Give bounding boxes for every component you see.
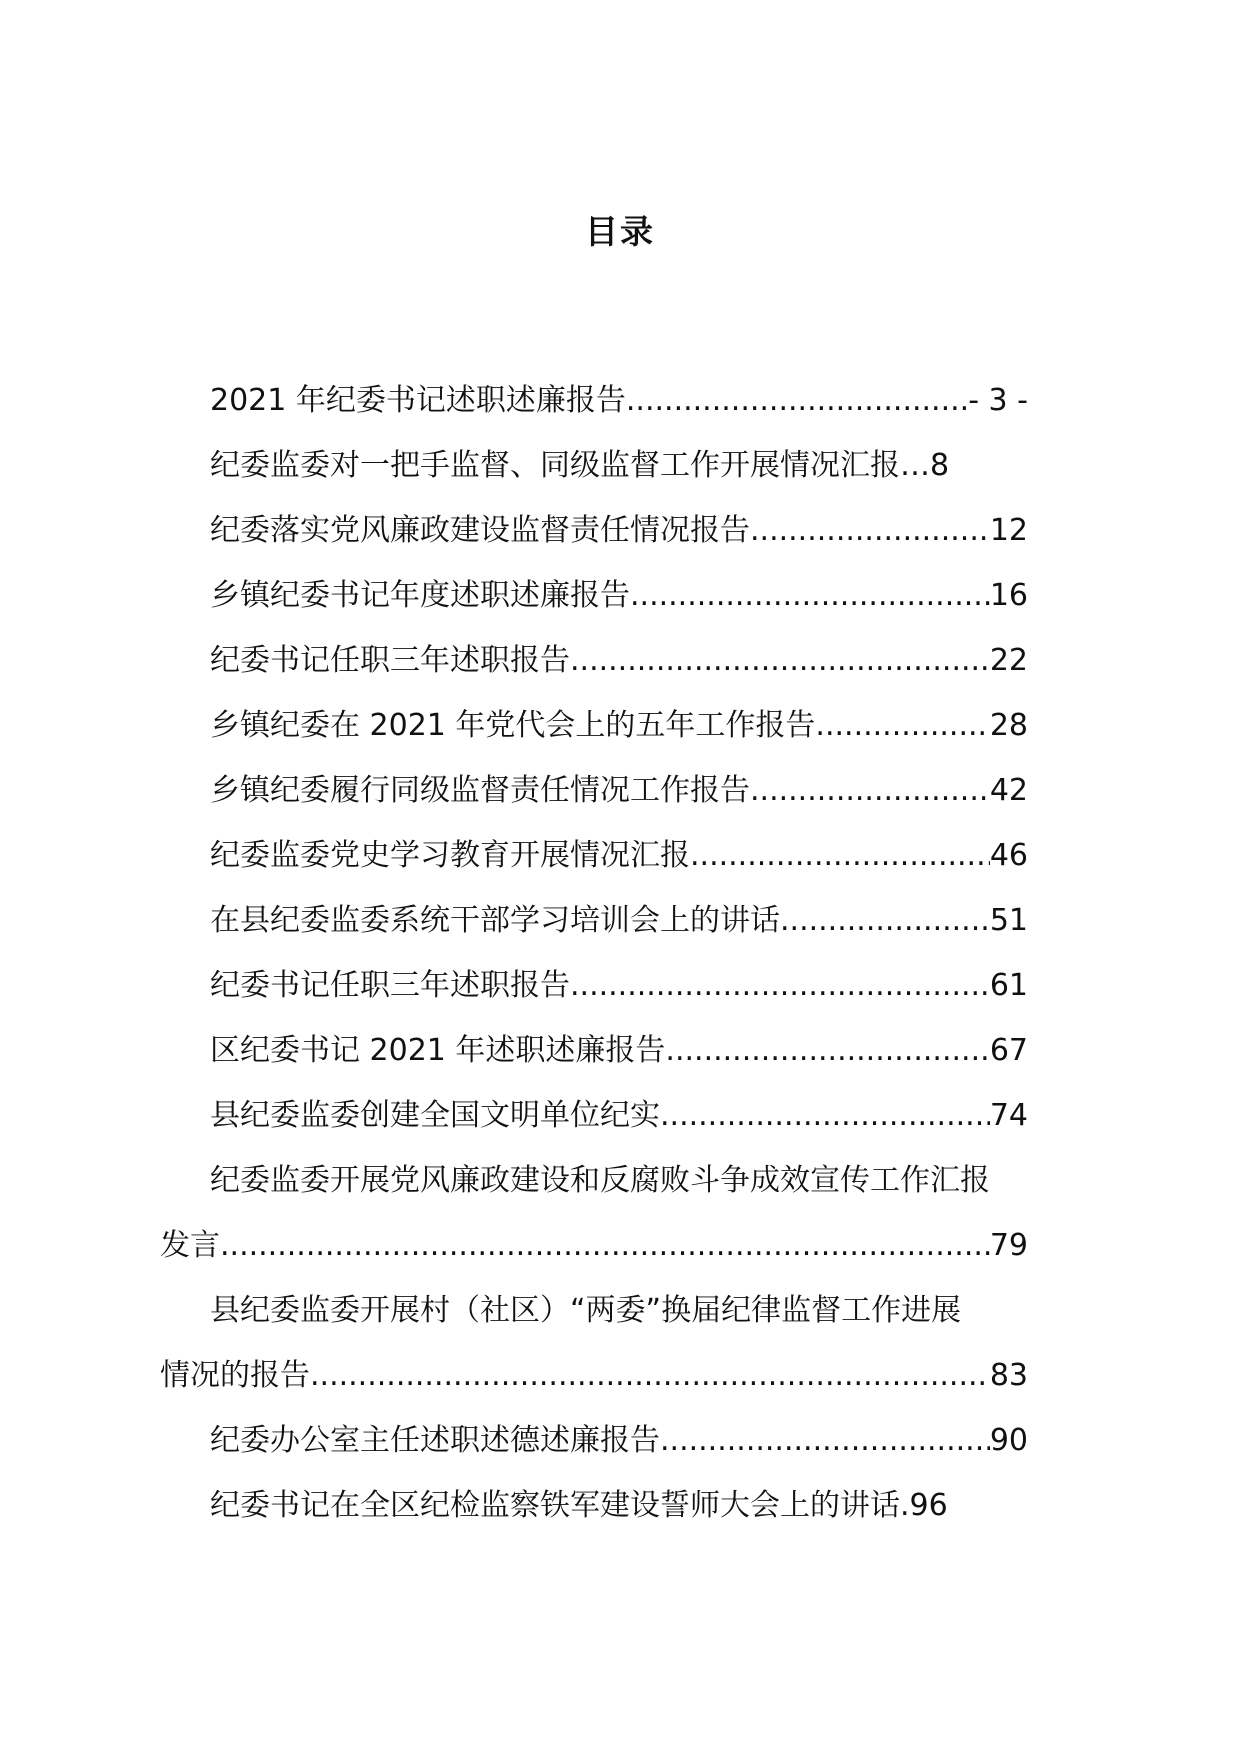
toc-entry[interactable] [0, 758, 1240, 823]
toc-entry[interactable] [0, 368, 1240, 433]
toc-entry-page: 83 [989, 1358, 1028, 1393]
toc-leader [630, 563, 990, 628]
toc-leader [750, 498, 990, 563]
toc-entry-page: 12 [989, 513, 1028, 548]
toc-entry[interactable] [0, 953, 1240, 1018]
toc-entry-title: 在县纪委监委系统干部学习培训会上的讲话 [210, 903, 780, 938]
toc-entry-title: 纪委监委开展党风廉政建设和反腐败斗争成效宣传工作汇报 [210, 1163, 990, 1198]
toc-entry-page: 79 [989, 1228, 1028, 1263]
toc-entry-page: - 3 - [968, 383, 1028, 418]
toc-leader [660, 1408, 990, 1473]
toc-entry-page: 51 [989, 903, 1028, 938]
toc-leader [310, 1343, 990, 1408]
toc-entry-title: 区纪委书记 2021 年述职述廉报告 [210, 1033, 666, 1068]
toc-entry[interactable] [0, 1018, 1240, 1083]
toc-entry-title: 乡镇纪委书记年度述职述廉报告 [210, 578, 630, 613]
toc-entry[interactable] [0, 823, 1240, 888]
toc-entry-page: 90 [989, 1423, 1028, 1458]
toc-entry-title: 纪委书记任职三年述职报告 [210, 968, 570, 1003]
toc-entry[interactable] [0, 1083, 1240, 1148]
toc-entry-page: 8 [930, 448, 950, 483]
toc-entry-title: 乡镇纪委在 2021 年党代会上的五年工作报告 [210, 708, 816, 743]
toc-leader [570, 953, 990, 1018]
toc-entry-page: 22 [989, 643, 1028, 678]
toc-entry[interactable] [0, 888, 1240, 953]
toc-entry-title: 纪委书记在全区纪检监察铁军建设誓师大会上的讲话. [210, 1488, 910, 1523]
toc-leader [690, 823, 990, 888]
toc-entry-page: 96 [909, 1488, 948, 1523]
toc-entry[interactable] [0, 628, 1240, 693]
toc-entry-title-continued: 发言 [160, 1228, 220, 1263]
toc-entry-title: 纪委监委对一把手监督、同级监督工作开展情况汇报… [210, 448, 930, 483]
toc-entry-page: 42 [989, 773, 1028, 808]
toc-entry-page: 61 [989, 968, 1028, 1003]
toc-entry-page: 16 [989, 578, 1028, 613]
toc-entry-title: 纪委书记任职三年述职报告 [210, 643, 570, 678]
toc-entry-title: 纪委落实党风廉政建设监督责任情况报告 [210, 513, 750, 548]
toc-leader [815, 693, 989, 758]
toc-entry-title: 县纪委监委创建全国文明单位纪实 [210, 1098, 660, 1133]
toc-leader [220, 1213, 990, 1278]
toc-entry[interactable] [0, 1408, 1240, 1473]
toc-entry[interactable] [0, 1278, 1240, 1408]
toc-entry-page: 67 [989, 1033, 1028, 1068]
toc-leader [626, 368, 968, 433]
toc-entry-title: 纪委监委党史学习教育开展情况汇报 [210, 838, 690, 873]
toc-entry[interactable] [0, 498, 1240, 563]
toc-entry-title: 2021 年纪委书记述职述廉报告 [210, 383, 626, 418]
toc-entry-title: 乡镇纪委履行同级监督责任情况工作报告 [210, 773, 750, 808]
toc-entry-title: 纪委办公室主任述职述德述廉报告 [210, 1423, 660, 1458]
toc-leader [750, 758, 990, 823]
table-of-contents [0, 368, 1240, 1538]
toc-entry-title: 县纪委监委开展村（社区）“两委”换届纪律监督工作进展 [210, 1293, 962, 1328]
toc-leader [570, 628, 990, 693]
toc-leader [780, 888, 990, 953]
toc-entry-page: 46 [989, 838, 1028, 873]
toc-entry[interactable] [0, 693, 1240, 758]
toc-entry[interactable] [0, 1148, 1240, 1278]
toc-entry[interactable] [0, 433, 1240, 498]
toc-entry-page: 74 [989, 1098, 1028, 1133]
toc-leader [660, 1083, 990, 1148]
toc-entry-page: 28 [989, 708, 1028, 743]
page-title: 目录 [585, 212, 655, 251]
toc-entry[interactable] [0, 563, 1240, 628]
toc-entry-title-continued: 情况的报告 [160, 1358, 310, 1393]
toc-leader [665, 1018, 989, 1083]
toc-entry[interactable] [0, 1473, 1240, 1538]
